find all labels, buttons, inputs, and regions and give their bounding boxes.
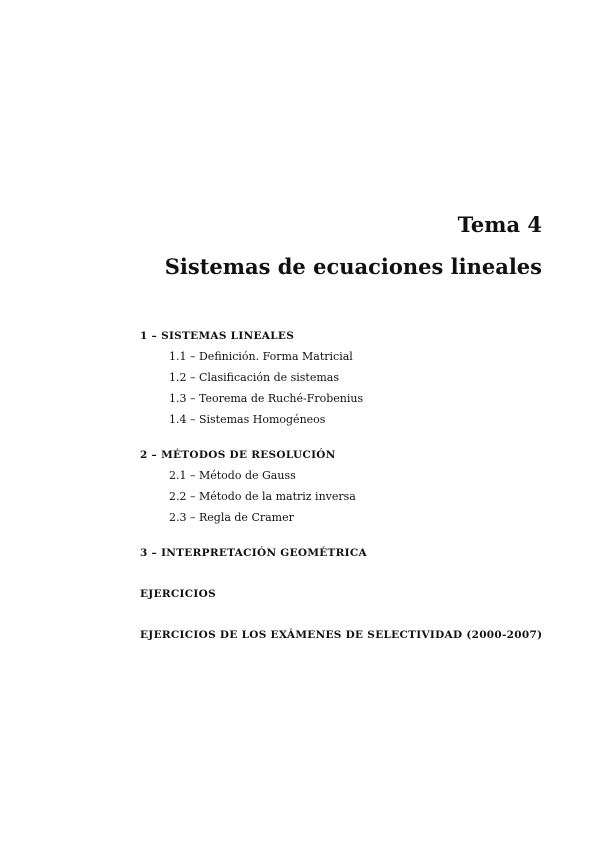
toc-section-1: 1 – SISTEMAS LINEALES [140,330,295,342]
chapter-title: Sistemas de ecuaciones lineales [164,254,542,279]
toc-item-2-3: 2.3 – Regla de Cramer [169,511,294,524]
toc-item-1-3: 1.3 – Teorema de Ruché-Frobenius [169,392,364,405]
table-of-contents [140,329,560,642]
toc-item-1-4: 1.4 – Sistemas Homogéneos [169,413,326,426]
toc-section-ejercicios: EJERCICIOS [140,588,216,600]
chapter-number: Tema 4 [457,212,542,237]
toc-section-3: 3 – INTERPRETACIÓN GEOMÉTRICA [140,547,367,559]
toc-item-2-2: 2.2 – Método de la matriz inversa [169,490,356,503]
title-block [165,212,542,280]
toc-item-1-1: 1.1 – Definición. Forma Matricial [169,350,353,363]
toc-item-2-1: 2.1 – Método de Gauss [169,469,296,482]
toc-section-2: 2 – MÉTODOS DE RESOLUCIÓN [140,449,336,461]
toc-item-1-2: 1.2 – Clasificación de sistemas [169,371,340,384]
toc-section-selectividad: EJERCICIOS DE LOS EXÁMENES DE SELECTIVIDAD (2000-2007) [140,629,543,641]
